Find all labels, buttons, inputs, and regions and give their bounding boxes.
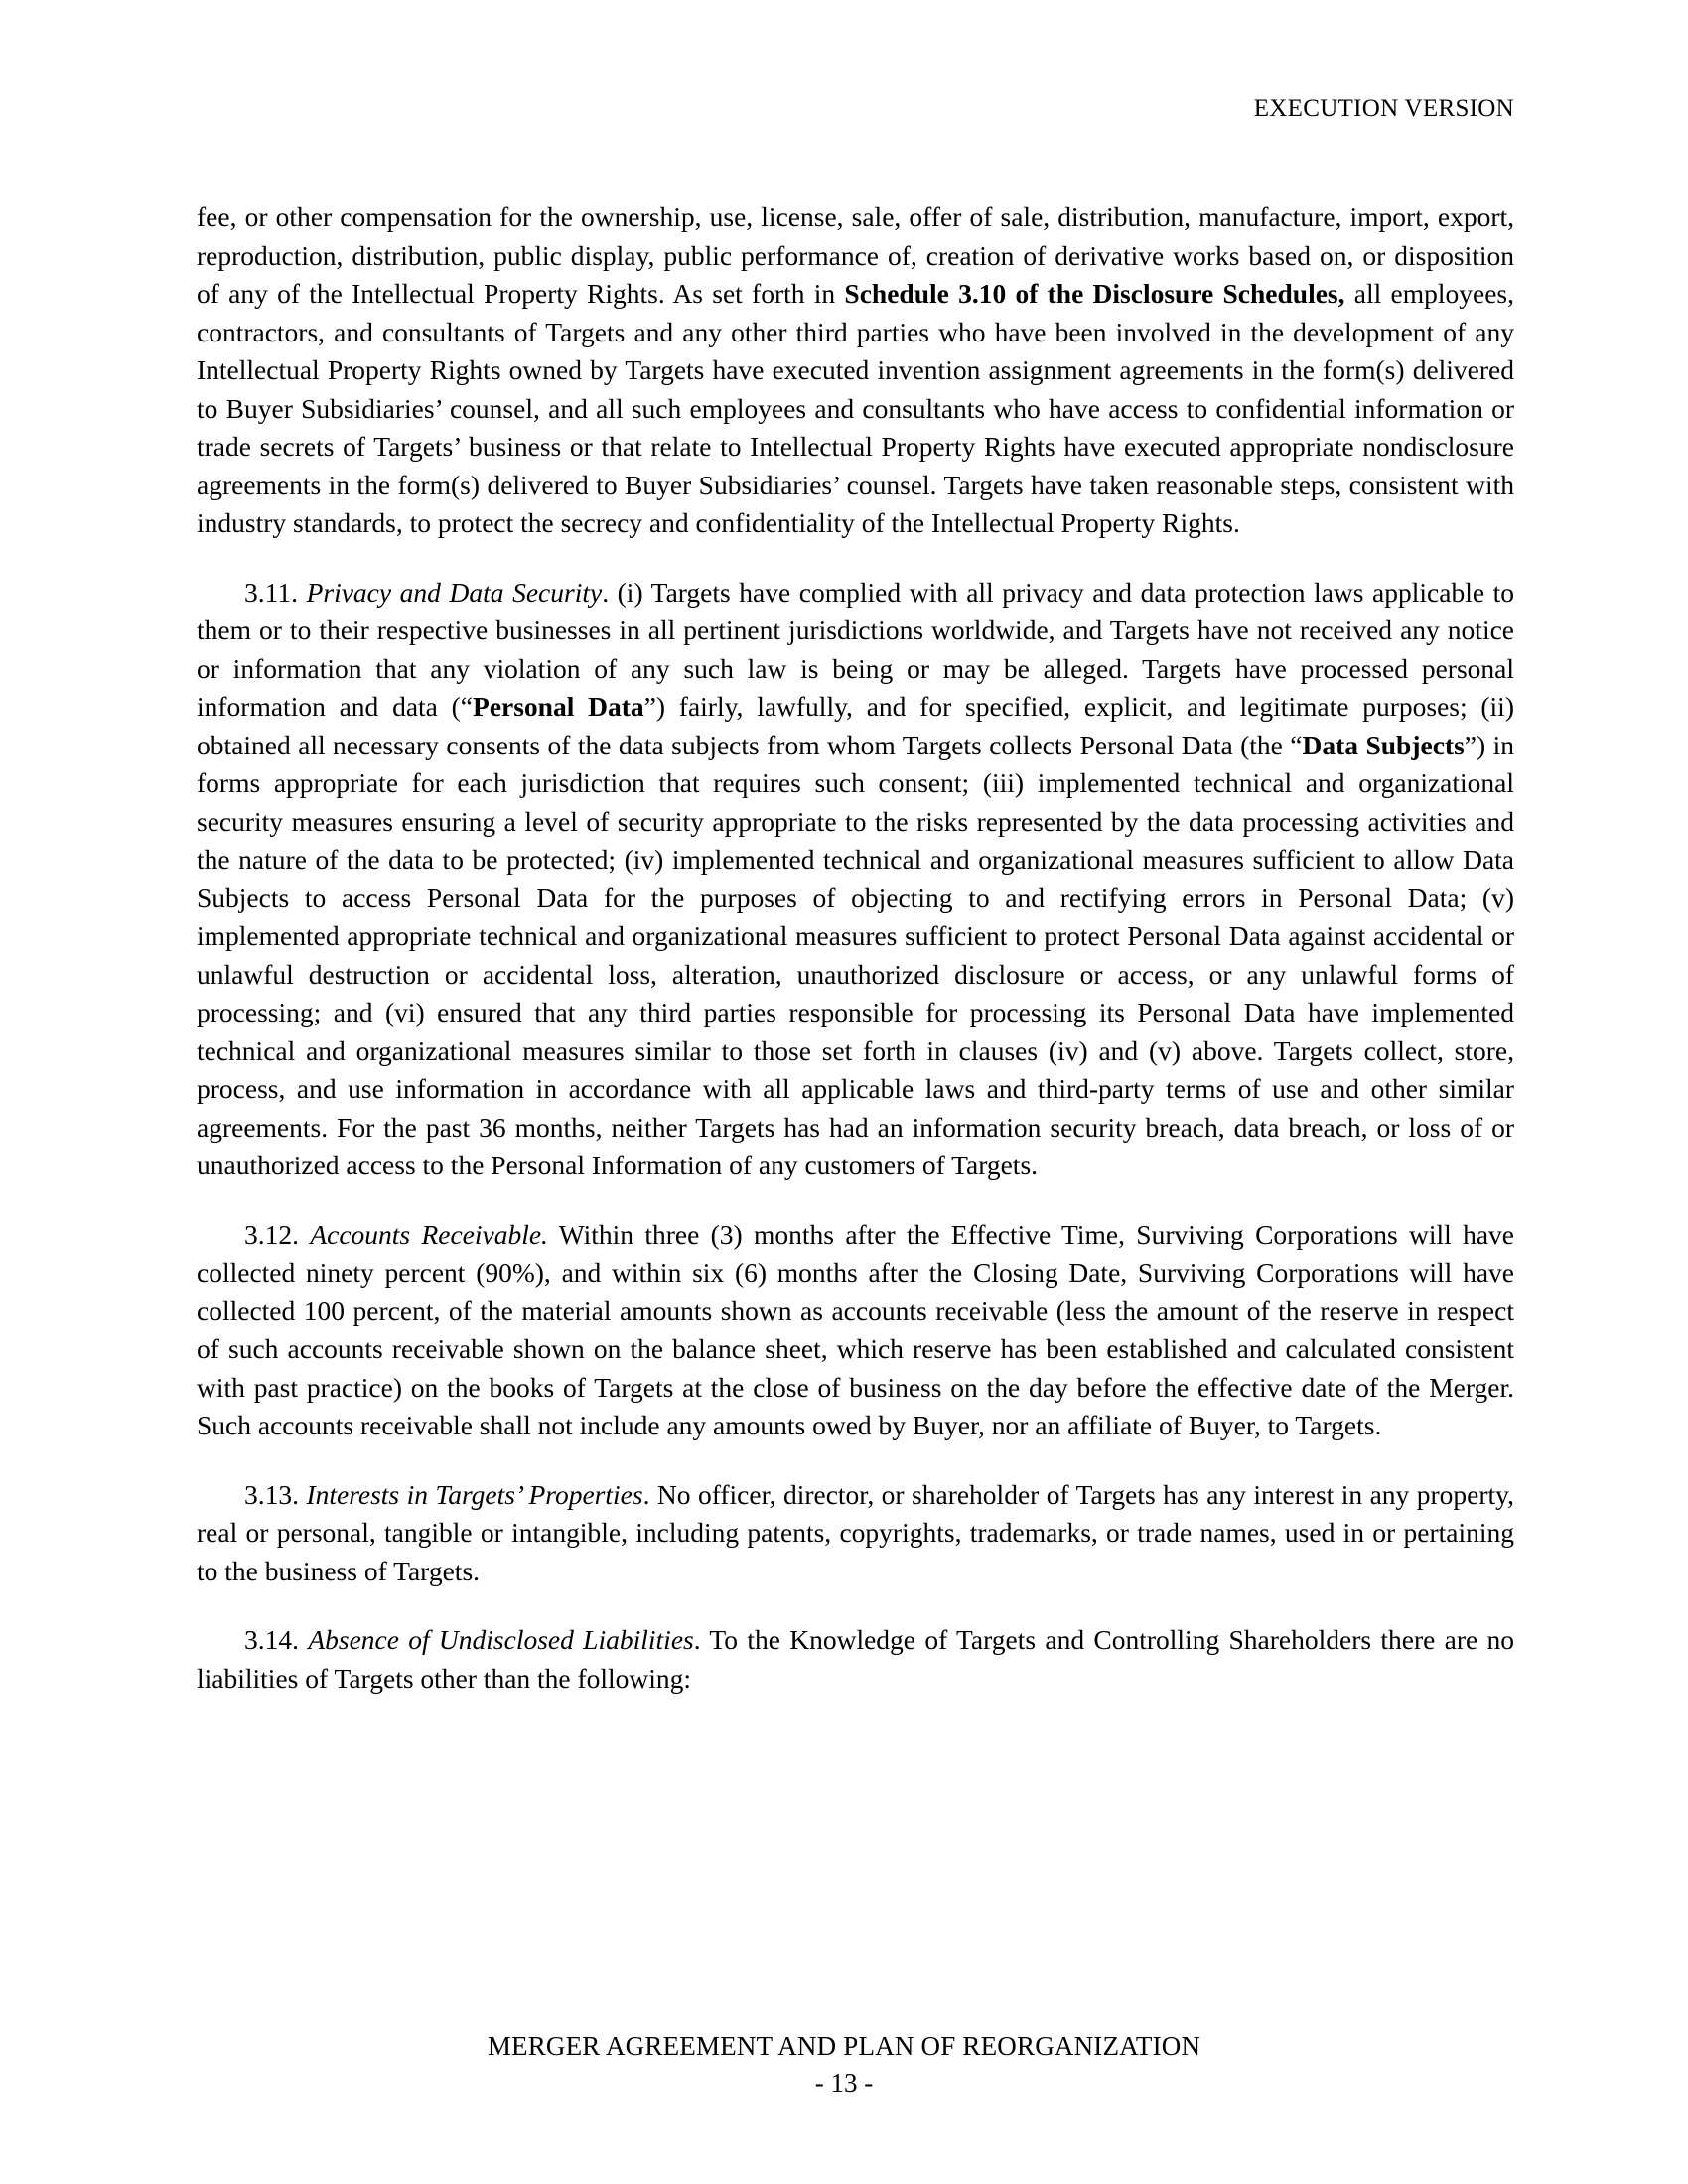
par-continued-text-1: fee, or other compensation for the ownership, use, license, sale, offer of sale, distribution, manufacture, import, export, reproduction, distribution, public display, public performance of, creation of derivative works based on, or disposition of any of the Intellectual Property Rights. As set forth in — [197, 202, 1514, 309]
section-3-13 — [197, 1476, 1514, 1591]
section-3-13-title: Interests in Targets’ Properties — [306, 1478, 643, 1510]
par-continued-text-2: all employees, contractors, and consultants of Targets and any other third parties who have been involved in the development of any Intellectual Property Rights owned by Targets have executed invention assignment agreements in the form(s) delivered to Buyer Subsidiaries’ counsel, and all such employees and consultants who have access to confidential information or trade secrets of Targets’ business or that relate to Intellectual Property Rights have executed appropriate nondisclosure agreements in the form(s) delivered to Buyer Subsidiaries’ counsel. Targets have taken reasonable steps, consistent with industry standards, to protect the secrecy and confidentiality of the Intellectual Property Rights. — [197, 278, 1514, 538]
section-3-12 — [197, 1216, 1514, 1445]
paragraph-continued — [197, 199, 1514, 543]
section-3-13-number: 3.13. — [244, 1478, 299, 1510]
section-3-12-title: Accounts Receivable. — [310, 1218, 548, 1250]
section-3-13-text-1: . No officer, director, or shareholder of Targets has any interest in any property, real or personal, tangible or intangible, including patents, copyrights, trademarks, or trade names, used in or pertaining to the business of Targets. — [197, 1478, 1515, 1586]
defined-term-personal-data: Personal Data — [473, 691, 644, 722]
header-execution-version: EXECUTION VERSION — [1253, 95, 1514, 122]
section-3-11-text-2: ”) fairly, lawfully, and for specified, explicit, and legitimate purposes; (ii) obtained all necessary consents of the data subjects from whom Targets collects Personal Data (the “ — [197, 691, 1514, 760]
section-3-14-title: Absence of Undisclosed Liabilities — [308, 1624, 694, 1655]
schedule-reference: Schedule 3.10 of the Disclosure Schedules, — [844, 278, 1345, 309]
document-header — [197, 95, 1514, 123]
footer-page-number: - 13 - — [814, 2068, 874, 2098]
section-3-14 — [197, 1621, 1514, 1698]
section-3-12-text-1: Within three (3) months after the Effective Time, Surviving Corporations will have collected ninety percent (90%), and within six (6) months after the Closing Date, Surviving Corporations will have collected 100 percent, of the material amounts shown as accounts receivable (less the amount of the reserve in respect of such accounts receivable shown on the balance sheet, which reserve has been established and calculated consistent with past practice) on the books of Targets at the close of business on the day before the effective date of the Merger. Such accounts receivable shall not include any amounts owed by Buyer, nor an affiliate of Buyer, to Targets. — [197, 1218, 1515, 1440]
section-3-11 — [197, 574, 1514, 1185]
section-3-11-text-3: ”) in forms appropriate for each jurisdiction that requires such consent; (iii) implemented technical and organizational security measures ensuring a level of security appropriate to the risks represented by the data processing activities and the nature of the data to be protected; (iv) implemented technical and organizational measures sufficient to allow Data Subjects to access Personal Data for the purposes of objecting to and rectifying errors in Personal Data; (v) implemented appropriate technical and organizational measures sufficient to protect Personal Data against accidental or unlawful destruction or accidental loss, alteration, unauthorized disclosure or access, or any unlawful forms of processing; and (vi) ensured that any third parties responsible for processing its Personal Data have implemented technical and organizational measures similar to those set forth in clauses (iv) and (v) above. Targets collect, store, process, and use information in accordance with all applicable laws and third-party terms of use and other similar agreements. For the past 36 months, neither Targets has had an information security breach, data breach, or loss of or unauthorized access to the Personal Information of any customers of Targets. — [197, 729, 1514, 1180]
footer-agreement-title: MERGER AGREEMENT AND PLAN OF REORGANIZATION — [487, 2031, 1201, 2061]
section-3-12-number: 3.12. — [244, 1218, 299, 1250]
defined-term-data-subjects: Data Subjects — [1302, 729, 1465, 760]
document-footer — [0, 2031, 1688, 2099]
section-3-11-number: 3.11. — [244, 576, 298, 608]
section-3-11-text-1: . (i) Targets have complied with all privacy and data protection laws applicable to them or to their respective businesses in all pertinent jurisdictions worldwide, and Targets have not received any notice or information that any violation of any such law is being or may be alleged. Targets have processed personal information and data (“ — [197, 576, 1515, 722]
section-3-11-title: Privacy and Data Security — [306, 576, 603, 608]
section-3-14-text-1: . To the Knowledge of Targets and Controlling Shareholders there are no liabilities of Targets other than the following: — [197, 1624, 1515, 1694]
section-3-14-number: 3.14. — [244, 1624, 299, 1655]
